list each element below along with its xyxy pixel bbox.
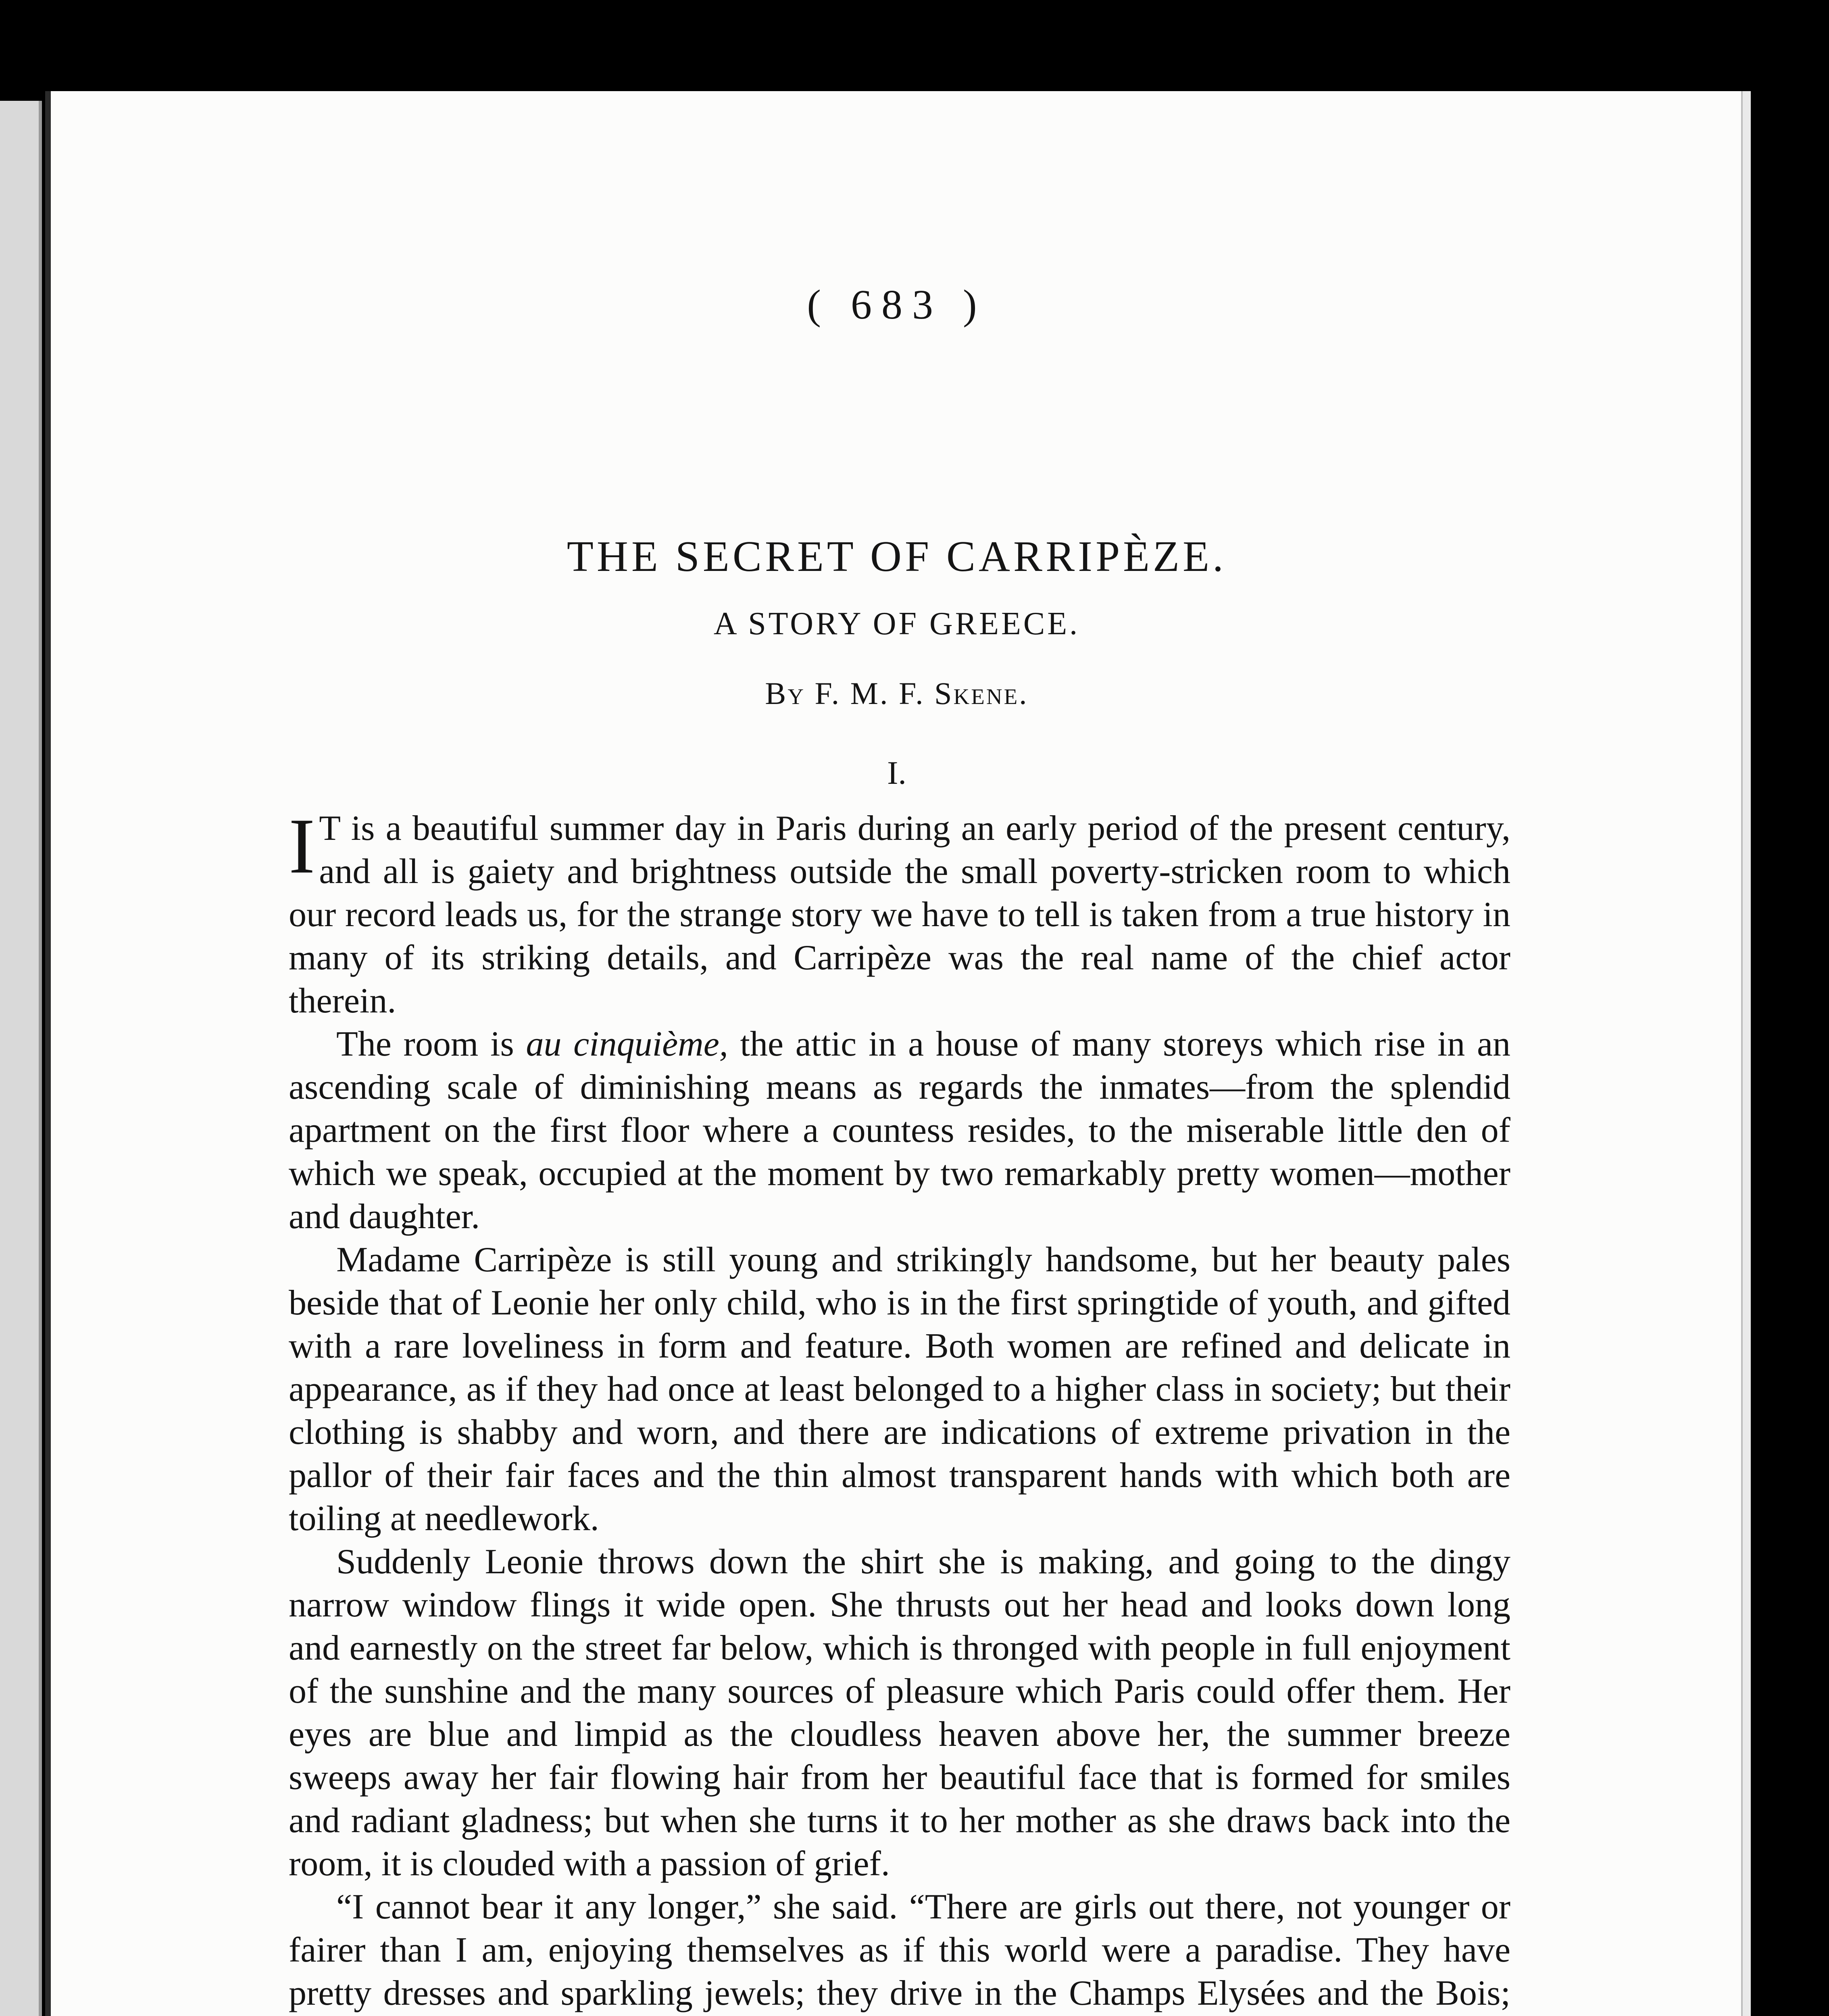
paragraph-text: T is a beautiful summer day in Paris during an early period of the present century, and all is gaiety and brightness outside the small poverty-stricken room to which our record leads us, for the strange story we have to tell is taken from a true history in many of its striking details, and Carripèze was the real name of the chief actor therein. [289,809,1510,1020]
page-number: ( 683 ) [807,281,987,328]
italic-phrase: au cinquième, [526,1025,728,1064]
article-byline: By F. M. F. Skene. [765,676,1029,711]
paragraph-1 [289,802,1510,1023]
paragraph-text-tail: the attic in a house of many storeys which rise in an ascending scale of diminishing means as regards the inmates—from the splendid apartment on the first floor where a countess resides, to the miserable little den of which we speak, occupied at the moment by two remarkably pretty women—mother and daughter. [289,1025,1511,1236]
paragraph-4: Suddenly Leonie throws down the shirt she is making, and going to the dingy narrow window flings it wide open. She thrusts out her head and looks down long and earnestly on the street far below, which is thronged with people in full enjoyment of the sunshine and the many sources of pleasure which Paris could offer them. Her eyes are blue and limpid as the cloudless heaven above her, the summer breeze sweeps away her fair flowing hair from her beautiful face that is formed for smiles and radiant gladness; but when she turns it to her mother as she draws back into the room, it is clouded with a passion of grief. [289,1542,1510,1883]
paragraph-5: “I cannot bear it any longer,” she said. “There are girls out there, not younger or fairer than I am, enjoying themselves as if this world were a paradise. They have pretty dresses and sparkling jewels; they drive in the Champs Elysées and the Bois; [289,1887,1510,2013]
book-page [45,91,1743,2016]
article-body [289,802,1511,2016]
paragraph-text-lead: The room is [336,1025,526,1064]
section-number: I. [887,754,906,791]
article-subtitle: A STORY OF GREECE. [713,606,1080,641]
facing-page-edge [0,101,42,2016]
drop-cap: I [289,802,315,890]
article-title: THE SECRET OF CARRIPÈZE. [567,533,1227,581]
paragraph-3: Madame Carripèze is still young and strikingly handsome, but her beauty pales beside that of Leonie her only child, who is in the first springtide of youth, and gifted with a rare loveliness in form and feature. Both women are refined and delicate in appearance, as if they had once at least belonged to a higher class in society; but their clothing is shabby and worn, and there are indications of extreme privation in the pallor of their fair faces and the thin almost transparent hands with which both are toiling at needlework. [289,1240,1510,1538]
paragraph-2 [289,1023,1510,1238]
